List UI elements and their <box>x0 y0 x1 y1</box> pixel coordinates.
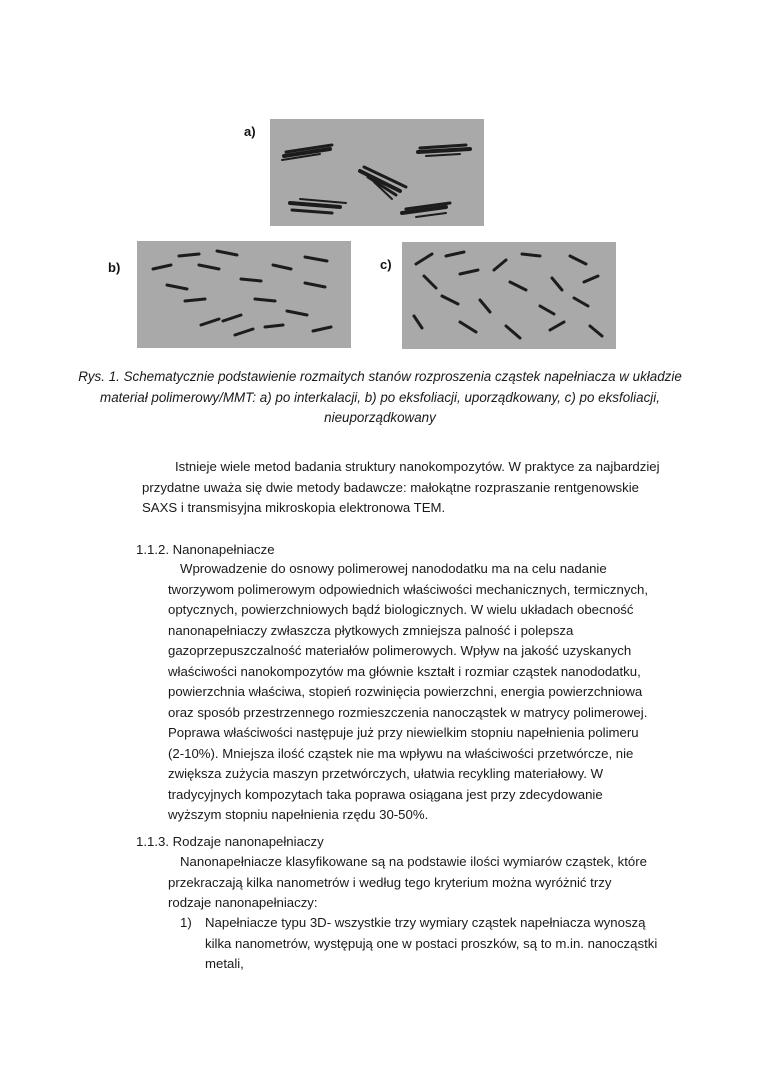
intercalated-platelets-illustration <box>270 119 484 226</box>
figure-panel-a <box>270 119 484 226</box>
intro-paragraph: Istnieje wiele metod badania struktury nanokompozytów. W praktyce za najbardziej przydatne uważa się dwie metody badawcze: małokątne rozpraszanie rentgenowskie SAXS i transmisyjna mikroskopia elektronowa TEM. <box>142 459 660 515</box>
section-heading-rodzaje: 1.1.3. Rodzaje nanonapełniaczy <box>136 834 324 849</box>
exfoliated-disordered-platelets-illustration <box>402 242 616 349</box>
figure-label-b: b) <box>108 260 121 275</box>
figure-panel-b <box>137 241 351 348</box>
exfoliated-ordered-platelets-illustration <box>137 241 351 348</box>
section-heading-nanonapelniacze: 1.1.2. Nanonapełniacze <box>136 542 275 557</box>
figure-label-c: c) <box>380 257 392 272</box>
list-item-number: 1) <box>180 915 192 930</box>
list-item <box>180 913 660 975</box>
figure-label-a: a) <box>244 124 256 139</box>
section-body-rodzaje: Nanonapełniacze klasyfikowane są na podstawie ilości wymiarów cząstek, które przekraczają kilka nanometrów i według tego kryterium można wyróżnić trzy rodzaje nanonapełniaczy: <box>168 854 647 910</box>
figure-panel-c <box>402 242 616 349</box>
section-body-nanonapelniacze: Wprowadzenie do osnowy polimerowej nanododatku ma na celu nadanie tworzywom polimerowym odpowiednich właściwości mechanicznych, termicznych, optycznych, powierzchniowych bądź biologicznych. W wielu układach obecność nanonapełniaczy zwłaszcza płytkowych zmniejsza palność i polepsza gazoprzepuszczalność materiałów polimerowych. Wpływ na jakość uzyskanych właściwości nanokompozytów ma głównie kształt i rozmiar cząstek nanododatku, powierzchnia właściwa, stopień rozwinięcia powierzchni, energia powierzchniowa oraz sposób przestrzennego rozmieszczenia nanocząstek w matrycy polimerowej. Poprawa właściwości następuje już przy niewielkim stopniu napełnienia polimeru (2-10%). Mniejsza ilość cząstek nie ma wpływu na właściwości przetwórcze, nie zwiększa zużycia maszyn przetwórczych, ułatwia recykling materiałowy. W tradycyjnych kompozytach taka poprawa osiągana jest przy zdecydowanie wyższym stopniu napełnienia rzędu 30-50%. <box>168 561 649 822</box>
figure-caption: Rys. 1. Schematycznie podstawienie rozmaitych stanów rozproszenia cząstek napełniacza w układzie materiał polimerowy/MMT: a) po interkalacji, b) po eksfoliacji, uporządkowany, c) po eksfoliacji, nieuporządkowany <box>78 369 682 425</box>
list-item-text: Napełniacze typu 3D- wszystkie trzy wymiary cząstek napełniacza wynoszą kilka nanometrów, występują one w postaci proszków, są to m.in. nanocząstki metali, <box>205 915 658 971</box>
